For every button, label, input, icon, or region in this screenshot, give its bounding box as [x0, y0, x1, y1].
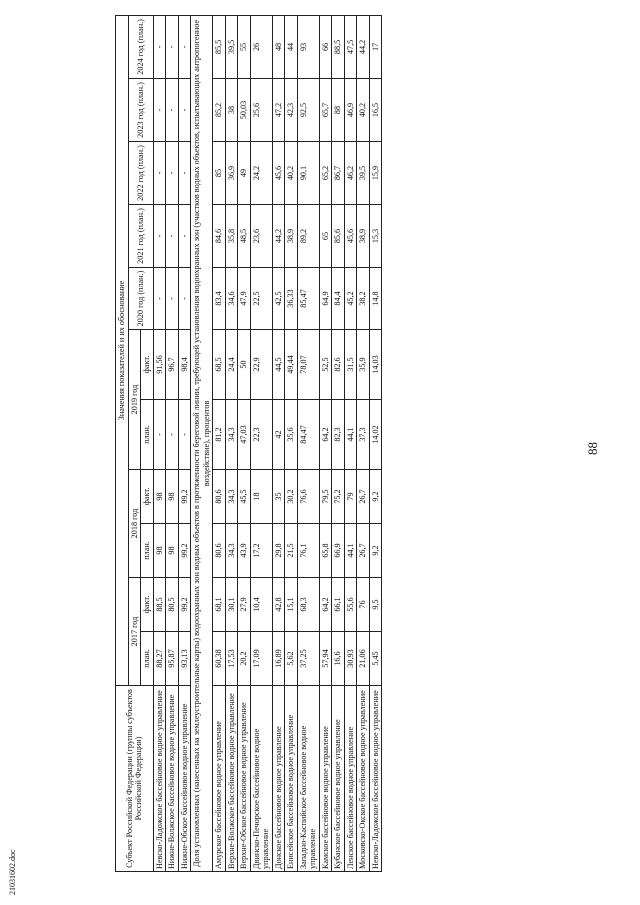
value-cell: 15,3 — [369, 205, 382, 268]
value-cell: 81,2 — [213, 400, 226, 470]
value-cell: 42,3 — [285, 79, 298, 142]
value-cell: 65,2 — [319, 142, 332, 205]
document-id: 21031602.doc — [8, 849, 17, 895]
indicators-table — [115, 15, 382, 872]
value-cell: - — [153, 400, 166, 470]
table-row — [285, 15, 298, 871]
value-cell: - — [178, 205, 191, 268]
value-cell: 20,2 — [238, 632, 251, 686]
value-cell: - — [153, 205, 166, 268]
value-cell: 66,9 — [332, 524, 345, 578]
value-cell: 45,5 — [238, 470, 251, 524]
value-cell: 85,6 — [332, 205, 345, 268]
value-cell: 92,5 — [297, 79, 319, 142]
value-cell: 44 — [285, 15, 298, 78]
value-cell: 48,5 — [238, 205, 251, 268]
subheader-fact: факт. — [141, 578, 154, 632]
value-cell: 65 — [319, 205, 332, 268]
value-cell: 49,44 — [285, 330, 298, 400]
value-cell: 34,3 — [225, 524, 238, 578]
value-cell: 21,06 — [357, 632, 370, 686]
table-row — [319, 15, 332, 871]
value-cell: 99,2 — [178, 524, 191, 578]
value-cell: 91,56 — [153, 330, 166, 400]
value-cell: 35 — [272, 470, 285, 524]
year-header-2017: 2017 год — [128, 578, 141, 686]
value-cell: 47,5 — [344, 15, 357, 78]
value-cell: 57,94 — [319, 632, 332, 686]
value-cell: 38,2 — [357, 268, 370, 330]
value-cell: 98 — [153, 470, 166, 524]
value-cell: 85 — [213, 142, 226, 205]
value-cell: 15,1 — [285, 578, 298, 632]
year-header-2022: 2022 год (план.) — [128, 142, 153, 205]
value-cell: 88,5 — [153, 578, 166, 632]
value-cell: 14,02 — [369, 400, 382, 470]
value-cell: 78,07 — [297, 330, 319, 400]
subject-column-header: Субъект Российской Федерации (группы субъектов Российской Федерации) — [116, 686, 154, 872]
value-cell: 65,8 — [319, 524, 332, 578]
table-row — [344, 15, 357, 871]
value-cell: 30,2 — [285, 470, 298, 524]
value-cell: 22,9 — [250, 330, 272, 400]
value-cell: 98 — [153, 524, 166, 578]
table-row — [272, 15, 285, 871]
year-header-2018: 2018 год — [128, 470, 141, 578]
value-cell: 98 — [166, 470, 179, 524]
value-cell: 43,9 — [238, 524, 251, 578]
value-cell: 5,62 — [285, 632, 298, 686]
row-subject-name: Западно-Каспийское бассейновое водное управление — [297, 686, 319, 872]
value-cell: 85,5 — [213, 15, 226, 78]
value-cell: - — [153, 142, 166, 205]
value-cell: 66,1 — [332, 578, 345, 632]
value-cell: 47,9 — [238, 268, 251, 330]
year-header-2021: 2021 год (план.) — [128, 205, 153, 268]
table-row — [238, 15, 251, 871]
value-cell: 75,2 — [332, 470, 345, 524]
value-cell: 24,2 — [250, 142, 272, 205]
value-cell: 21,5 — [285, 524, 298, 578]
section-body — [191, 15, 213, 871]
subheader-plan: план. — [141, 632, 154, 686]
value-cell: 68,1 — [213, 578, 226, 632]
row-subject-name: Амурское бассейновое водное управление — [213, 686, 226, 872]
value-cell: 82,6 — [332, 330, 345, 400]
value-cell: 35,6 — [285, 400, 298, 470]
value-cell: 88,5 — [332, 15, 345, 78]
value-cell: 38 — [225, 79, 238, 142]
value-cell: 40,2 — [357, 79, 370, 142]
value-cell: 88,27 — [153, 632, 166, 686]
value-cell: 17 — [369, 15, 382, 78]
value-cell: 18 — [250, 470, 272, 524]
value-cell: 26,7 — [357, 470, 370, 524]
value-cell: 65,7 — [319, 79, 332, 142]
row-subject-name: Невско-Ладожское бассейновое водное управление — [153, 686, 166, 872]
subheader-fact: факт. — [141, 330, 154, 400]
value-cell: 39,5 — [225, 15, 238, 78]
value-cell: 88 — [332, 79, 345, 142]
value-cell: - — [166, 15, 179, 78]
value-cell: 96,7 — [166, 330, 179, 400]
section-title: Доля установленных (нанесенных на землеустроительные карты) водоохранных зон водных объектов в протяженности береговой линии, требующей установления водоохранных зон (участков водных объектов, испытывающих антропогенное воздействие), процентов — [191, 15, 213, 871]
value-cell: 85,2 — [213, 79, 226, 142]
value-cell: 84,6 — [213, 205, 226, 268]
value-cell: 42,5 — [272, 268, 285, 330]
value-cell: 16,5 — [369, 79, 382, 142]
table-body-bottom — [213, 15, 382, 871]
table-row — [153, 15, 166, 871]
value-cell: 86,7 — [332, 142, 345, 205]
value-cell: 76,6 — [297, 470, 319, 524]
section-title-row — [191, 15, 213, 871]
value-cell: - — [178, 268, 191, 330]
value-cell: 27,9 — [238, 578, 251, 632]
value-cell: - — [153, 15, 166, 78]
row-subject-name: Нижне-Волжское бассейновое водное управление — [166, 686, 179, 872]
value-cell: 17,2 — [250, 524, 272, 578]
value-cell: 17,53 — [225, 632, 238, 686]
value-cell: 55 — [238, 15, 251, 78]
value-cell: - — [166, 142, 179, 205]
value-cell: 40,2 — [285, 142, 298, 205]
value-cell: - — [153, 79, 166, 142]
value-cell: 93 — [297, 15, 319, 78]
value-cell: 93,13 — [178, 632, 191, 686]
value-cell: 26 — [250, 15, 272, 78]
row-subject-name: Верхне-Обское бассейновое водное управление — [238, 686, 251, 872]
value-cell: 89,2 — [297, 205, 319, 268]
value-cell: 9,2 — [369, 470, 382, 524]
year-header-2019: 2019 год — [128, 330, 141, 470]
value-cell: 10,4 — [250, 578, 272, 632]
value-cell: 45,6 — [344, 205, 357, 268]
value-cell: 44,1 — [344, 400, 357, 470]
value-cell: 64,2 — [319, 400, 332, 470]
value-cell: 24,4 — [225, 330, 238, 400]
value-cell: 29,8 — [272, 524, 285, 578]
row-subject-name: Донское бассейновое водное управление — [272, 686, 285, 872]
value-cell: - — [166, 79, 179, 142]
values-header: Значения показателей и их обоснование — [116, 15, 129, 685]
value-cell: 48 — [272, 15, 285, 78]
table-row — [332, 15, 345, 871]
value-cell: 99,2 — [178, 470, 191, 524]
value-cell: 16,6 — [332, 632, 345, 686]
value-cell: 52,5 — [319, 330, 332, 400]
value-cell: - — [178, 400, 191, 470]
value-cell: 76,1 — [297, 524, 319, 578]
value-cell: 22,3 — [250, 400, 272, 470]
row-subject-name: Двинско-Печорское бассейновое водное управление — [250, 686, 272, 872]
value-cell: 37,3 — [357, 400, 370, 470]
value-cell: 80,6 — [213, 470, 226, 524]
row-subject-name: Верхне-Волжское бассейновое водное управление — [225, 686, 238, 872]
value-cell: 9,2 — [369, 524, 382, 578]
subheader-plan: план. — [141, 400, 154, 470]
table-row — [297, 15, 319, 871]
value-cell: 36,9 — [225, 142, 238, 205]
subheader-plan: план. — [141, 524, 154, 578]
value-cell: 47,2 — [272, 79, 285, 142]
value-cell: 42,8 — [272, 578, 285, 632]
value-cell: 50 — [238, 330, 251, 400]
value-cell: 46,9 — [344, 79, 357, 142]
value-cell: 84,47 — [297, 400, 319, 470]
row-subject-name: Енисейское бассейновое водное управление — [285, 686, 298, 872]
row-subject-name: Кубанское бассейновое водное управление — [332, 686, 345, 872]
value-cell: 80,5 — [166, 578, 179, 632]
value-cell: 35,9 — [357, 330, 370, 400]
value-cell: 64,2 — [319, 578, 332, 632]
value-cell: 45,2 — [344, 268, 357, 330]
value-cell: 34,6 — [225, 268, 238, 330]
value-cell: 85,47 — [297, 268, 319, 330]
value-cell: 90,1 — [297, 142, 319, 205]
value-cell: 38,9 — [285, 205, 298, 268]
table-row — [166, 15, 179, 871]
value-cell: 95,87 — [166, 632, 179, 686]
value-cell: 14,8 — [369, 268, 382, 330]
value-cell: - — [178, 142, 191, 205]
value-cell: 39,5 — [357, 142, 370, 205]
value-cell: 60,38 — [213, 632, 226, 686]
value-cell: 26,7 — [357, 524, 370, 578]
value-cell: 15,9 — [369, 142, 382, 205]
value-cell: 9,5 — [369, 578, 382, 632]
value-cell: 79,5 — [319, 470, 332, 524]
year-header-2023: 2023 год (план.) — [128, 79, 153, 142]
value-cell: 14,03 — [369, 330, 382, 400]
value-cell: 35,8 — [225, 205, 238, 268]
row-subject-name: Ленское бассейновое водное управление — [344, 686, 357, 872]
value-cell: - — [166, 205, 179, 268]
value-cell: 22,5 — [250, 268, 272, 330]
table-row — [225, 15, 238, 871]
value-cell: 44,2 — [272, 205, 285, 268]
value-cell: 99,2 — [178, 578, 191, 632]
value-cell: 50,03 — [238, 79, 251, 142]
value-cell: - — [166, 268, 179, 330]
value-cell: 31,5 — [344, 330, 357, 400]
row-subject-name: Камское бассейновое водное управление — [319, 686, 332, 872]
value-cell: 30,93 — [344, 632, 357, 686]
row-subject-name: Нижне-Обское бассейновое водное управление — [178, 686, 191, 872]
value-cell: 45,6 — [272, 142, 285, 205]
table-row — [369, 15, 382, 871]
table-body-top — [153, 15, 191, 871]
value-cell: 37,25 — [297, 632, 319, 686]
value-cell: 17,09 — [250, 632, 272, 686]
value-cell: - — [178, 15, 191, 78]
value-cell: - — [153, 268, 166, 330]
value-cell: 42 — [272, 400, 285, 470]
value-cell: 36,33 — [285, 268, 298, 330]
page-number: 88 — [585, 442, 600, 455]
value-cell: 64,9 — [319, 268, 332, 330]
value-cell: 98,4 — [178, 330, 191, 400]
value-cell: 84,4 — [332, 268, 345, 330]
value-cell: 66 — [319, 15, 332, 78]
year-header-2020: 2020 год (план.) — [128, 268, 153, 330]
value-cell: 5,45 — [369, 632, 382, 686]
value-cell: 47,03 — [238, 400, 251, 470]
row-subject-name: Московско-Окское бассейновое водное управление — [357, 686, 370, 872]
table-row — [357, 15, 370, 871]
rotated-table-container — [115, 16, 587, 872]
value-cell: 23,6 — [250, 205, 272, 268]
value-cell: 44,1 — [344, 524, 357, 578]
row-subject-name: Невско-Ладожское бассейновое водное управление — [369, 686, 382, 872]
value-cell: 38,9 — [357, 205, 370, 268]
value-cell: 44,2 — [357, 15, 370, 78]
value-cell: 46,2 — [344, 142, 357, 205]
value-cell: - — [166, 400, 179, 470]
value-cell: 68,5 — [213, 330, 226, 400]
table-row — [213, 15, 226, 871]
year-header-2024: 2024 год (план.) — [128, 15, 153, 78]
value-cell: - — [178, 79, 191, 142]
value-cell: 68,3 — [297, 578, 319, 632]
value-cell: 16,89 — [272, 632, 285, 686]
value-cell: 82,3 — [332, 400, 345, 470]
value-cell: 34,3 — [225, 400, 238, 470]
value-cell: 55,6 — [344, 578, 357, 632]
value-cell: 25,6 — [250, 79, 272, 142]
value-cell: 79 — [344, 470, 357, 524]
value-cell: 98 — [166, 524, 179, 578]
table-row — [178, 15, 191, 871]
value-cell: 76 — [357, 578, 370, 632]
value-cell: 49 — [238, 142, 251, 205]
value-cell: 83,4 — [213, 268, 226, 330]
value-cell: 80,6 — [213, 524, 226, 578]
subheader-fact: факт. — [141, 470, 154, 524]
value-cell: 34,3 — [225, 470, 238, 524]
table-row — [250, 15, 272, 871]
value-cell: 30,1 — [225, 578, 238, 632]
value-cell: 44,5 — [272, 330, 285, 400]
